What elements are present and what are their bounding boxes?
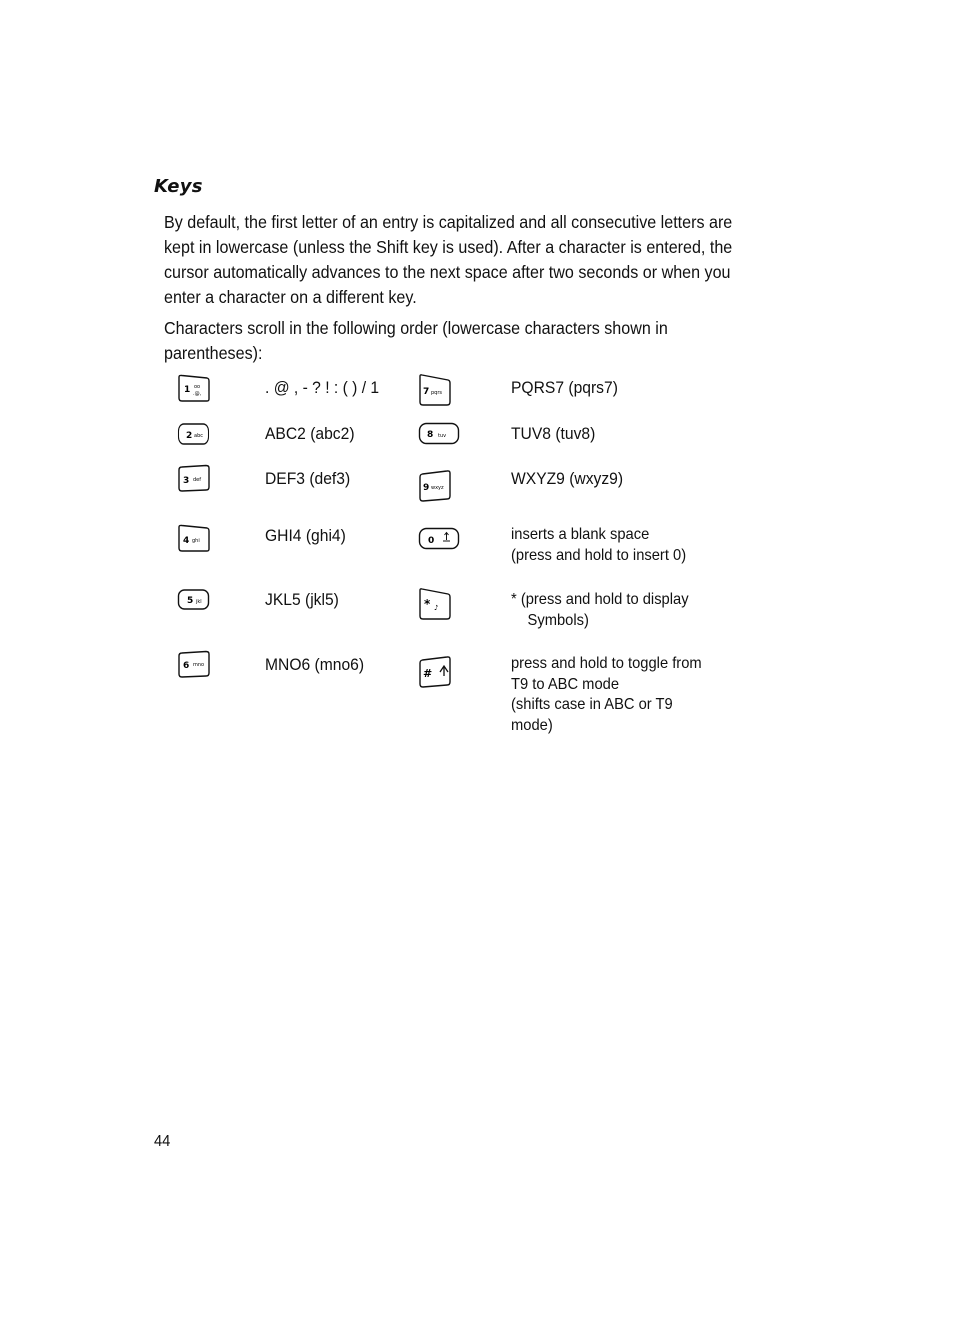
key-1-description: . @ , - ? ! : ( ) / 1 (265, 378, 380, 397)
svg-text:7: 7 (423, 387, 430, 397)
svg-text:wxyz: wxyz (431, 485, 444, 491)
svg-text:9: 9 (423, 483, 430, 493)
key-0-desc-line1: inserts a blank space (511, 526, 650, 543)
svg-text:#: # (423, 667, 433, 680)
svg-text:0: 0 (428, 536, 435, 546)
key-hash-desc-line2: T9 to ABC mode (511, 675, 619, 693)
svg-text:2: 2 (186, 431, 193, 441)
page-number: 44 (154, 1133, 171, 1150)
key-hash-desc-line1: press and hold to toggle from (511, 655, 702, 672)
svg-text:jkl: jkl (196, 599, 202, 605)
svg-text:pqrs: pqrs (431, 390, 443, 396)
svg-text:abc: abc (194, 433, 203, 439)
section-heading: Keys (154, 176, 203, 197)
key-5-description: JKL5 (jkl5) (265, 590, 339, 609)
intro-paragraph: By default, the first letter of an entry is capitalized and all consecutive letters are kept in lowercase (unless the Shift key is used). After a character is entered, the cursor automatically advances to the next space after two seconds or when you enter a character on a different key. (164, 212, 733, 307)
key-9-icon (418, 470, 452, 502)
svg-text:tuv: tuv (438, 433, 447, 439)
key-hash-desc-line3: (shifts case in ABC or T9 (511, 696, 673, 713)
svg-text:def: def (193, 477, 202, 483)
key-6-icon (177, 650, 211, 678)
key-8-description: TUV8 (tuv8) (511, 424, 596, 443)
key-1-icon (177, 374, 211, 402)
key-3-description: DEF3 (def3) (265, 469, 351, 488)
key-7-icon (418, 374, 452, 406)
key-star-desc-line2: Symbols) (527, 611, 589, 629)
order-paragraph: Characters scroll in the following order (lowercase characters shown in parentheses): (164, 318, 668, 363)
svg-text:4: 4 (183, 536, 190, 546)
key-4-description: GHI4 (ghi4) (265, 526, 346, 545)
key-star-desc-line1: * (press and hold to display (511, 591, 689, 608)
svg-text:.@,: .@, (193, 391, 202, 397)
key-hash-desc-line4: mode) (511, 716, 553, 734)
key-8-icon (418, 422, 452, 446)
key-star-description (511, 590, 689, 631)
key-7-description: PQRS7 (pqrs7) (511, 378, 618, 397)
key-0-description (511, 525, 686, 566)
svg-text:♪: ♪ (434, 604, 439, 612)
svg-text:6: 6 (183, 661, 190, 671)
svg-text:ghi: ghi (192, 538, 200, 544)
key-0-desc-line2: (press and hold to insert 0) (511, 546, 687, 564)
key-9-description: WXYZ9 (wxyz9) (511, 469, 624, 488)
key-hash-icon (418, 656, 452, 688)
key-0-icon (418, 527, 452, 551)
key-5-icon (177, 588, 211, 612)
key-4-icon (177, 524, 211, 552)
key-2-description: ABC2 (abc2) (265, 424, 355, 443)
key-star-icon (418, 588, 452, 620)
svg-text:5: 5 (187, 596, 194, 606)
svg-text:oo: oo (194, 384, 201, 390)
key-3-icon (177, 464, 211, 492)
svg-text:8: 8 (427, 430, 434, 440)
key-6-description: MNO6 (mno6) (265, 655, 365, 674)
key-hash-description (511, 654, 702, 736)
key-2-icon (177, 422, 211, 446)
svg-text:3: 3 (183, 476, 190, 486)
svg-text:1: 1 (184, 385, 191, 395)
svg-text:mno: mno (193, 662, 205, 668)
svg-text:*: * (424, 597, 431, 611)
